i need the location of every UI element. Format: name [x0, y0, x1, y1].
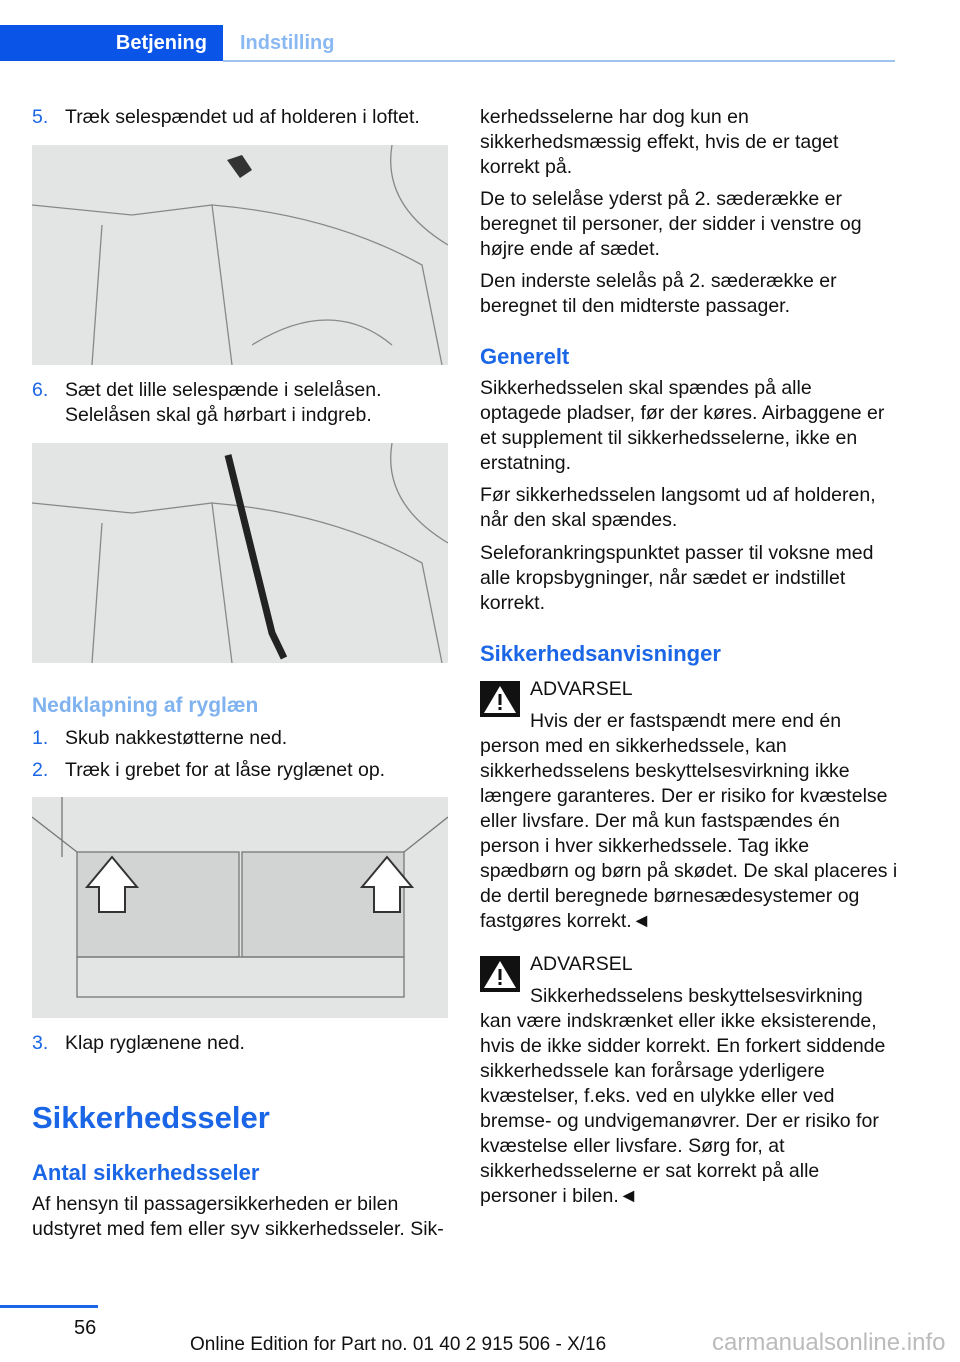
warning-icon	[480, 681, 520, 717]
paragraph: Sikkerhedsselen skal spændes på alle optagede pladser, før der køres. Airbaggene er et supplement til sikkerhedsselerne, ikke en erstatning.	[480, 377, 885, 474]
warning-text: Sikkerhedsselens beskyttelsesvirkning kan være indskrænket eller ikke eksisterende, hvis de ikke sidder korrekt. En forkert siddende sikkerhedssele kan forårsage yderligere kvæstelser, f.eks. ved en ulykke eller ved bremse- og undvigemanøvrer. Der er risiko for kvæstelse eller livsfare. Sørg for, at sikkerhedsselerne er sat korrekt på alle personer i bilen.◄	[480, 985, 886, 1207]
seat-belt-buckle-image	[32, 443, 448, 663]
step-5: 5. Træk selespændet ud af holderen i loftet.	[32, 106, 420, 128]
header-divider	[223, 60, 895, 62]
paragraph: De to selelåse yderst på 2. sæderække er beregnet til personer, der sidder i venstre og højre ende af sædet.	[480, 188, 862, 260]
fold-step-3: 3. Klap ryglænene ned.	[32, 1032, 245, 1054]
section-title: Sikkerhedsseler	[32, 1100, 270, 1135]
warning-block	[480, 677, 898, 934]
right-column	[480, 105, 898, 1209]
page-number: 56	[74, 1317, 97, 1339]
tab-indstilling[interactable]: Indstilling	[240, 32, 335, 54]
paragraph: Før sikkerhedsselen langsomt ud af holderen, når den skal spændes.	[480, 484, 876, 531]
fold-step-2: 2. Træk i grebet for at låse ryglænet op.	[32, 759, 386, 781]
sub-heading: Antal sikkerhedsseler	[32, 1160, 260, 1185]
edition-text: Online Edition for Part no. 01 40 2 915 506 - X/16	[190, 1334, 607, 1355]
seat-fold-image	[32, 797, 448, 1018]
warning-icon	[480, 956, 520, 992]
watermark: carmanualsonline.info	[712, 1329, 946, 1356]
paragraph: kerhedsselerne har dog kun en sikkerhedsmæssig effekt, hvis de er taget korrekt på.	[480, 106, 839, 178]
paragraph: Den inderste selelås på 2. sæderække er beregnet til den midterste passager.	[480, 270, 837, 317]
heading-safety: Sikkerhedsanvisninger	[480, 641, 721, 666]
tab-betjening[interactable]: Betjening	[0, 25, 223, 61]
paragraph: Seleforankringspunktet passer til voksne med alle kropsbygninger, når sædet er indstillet korrekt.	[480, 542, 874, 614]
warning-title: ADVARSEL	[530, 953, 633, 975]
fold-step-1: 1. Skub nakkestøtterne ned.	[32, 727, 288, 749]
paragraph: Af hensyn til passagersikkerheden er bilen udstyret med fem eller syv sikkerhedsseler. Sik-	[32, 1193, 444, 1240]
left-column	[32, 105, 448, 1242]
warning-title: ADVARSEL	[530, 678, 633, 700]
warning-block	[480, 952, 898, 1209]
heading-general: Generelt	[480, 344, 570, 369]
warning-text: Hvis der er fastspændt mere end én person med en sikkerhedssele, kan sikkerhedsselens beskyttelsesvirkning ikke længere garanteres. Der er risiko for kvæstelse eller livsfare. Der må kun fastspændes én person i hver sikkerhedssele. Tag ikke spædbørn og børn på skødet. De skal placeres i de dertil beregnede børnesædesystemer og fastgøres korrekt.◄	[480, 710, 898, 932]
fold-heading: Nedklapning af ryglæn	[32, 694, 259, 717]
step-6: 6. Sæt det lille selespænde i selelåsen. Selelåsen skal gå hørbart i indgreb.	[32, 379, 382, 426]
footer-divider	[0, 1305, 98, 1308]
seat-belt-ceiling-image	[32, 145, 448, 365]
